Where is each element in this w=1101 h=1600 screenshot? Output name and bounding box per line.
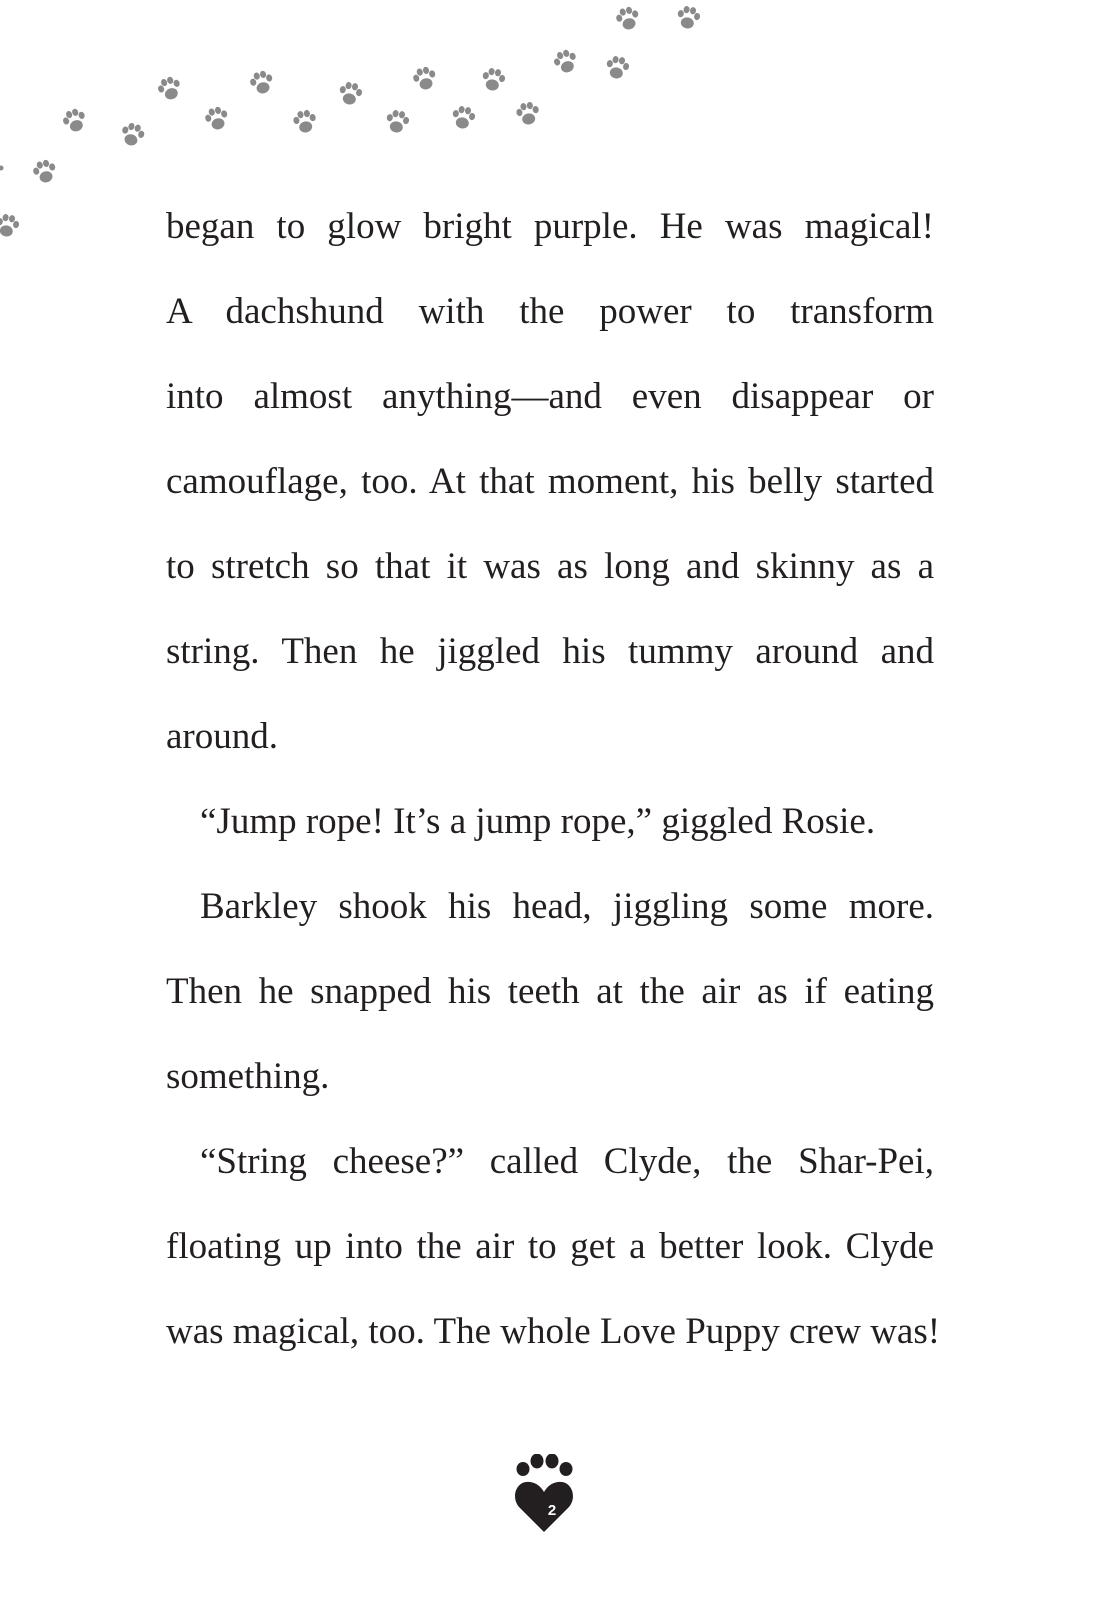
text-line: A dachshund with the power to transform (166, 291, 934, 332)
paw-print-icon (31, 158, 58, 185)
paw-print-icon (481, 67, 507, 93)
paw-print-icon (155, 74, 184, 102)
text-line: began to glow bright purple. He was magical! (166, 206, 934, 247)
paw-print-icon (515, 101, 541, 127)
text-line: string. Then he jiggled his tummy around and (166, 631, 934, 672)
paw-print-icon (203, 105, 230, 132)
page-number: 2 (547, 1502, 557, 1519)
text-line: Barkley shook his head, jiggling some more. (200, 886, 934, 927)
text-line: into almost anything—and even disappear or (166, 376, 934, 417)
paw-print-icon (605, 55, 631, 81)
paw-print-icon (338, 81, 364, 107)
paw-print-icon (0, 213, 21, 239)
dialogue-line: “Jump rope! It’s a jump rope,” giggled Rosie. (200, 801, 876, 842)
paw-print-icon (292, 109, 318, 135)
paw-print-icon (385, 109, 411, 135)
dialogue-line: “String cheese?” called Clyde, the Shar-Pei, (200, 1141, 934, 1182)
paw-print-icon (451, 105, 477, 131)
text-line: something. (166, 1056, 330, 1097)
paw-heart-icon (512, 1454, 592, 1532)
text-line: to stretch so that it was as long and skinny as a (166, 546, 934, 587)
paw-print-icon (248, 69, 275, 96)
paw-print-icon (614, 5, 641, 32)
text-line: camouflage, too. At that moment, his belly started (166, 461, 934, 502)
text-line: Then he snapped his teeth at the air as if eating (166, 971, 934, 1012)
paw-print-icon (411, 65, 438, 92)
paw-print-icon (119, 121, 146, 148)
book-page-text (166, 184, 941, 1374)
paw-print-icon (60, 106, 89, 134)
page-number-badge (512, 1454, 592, 1532)
text-line: floating up into the air to get a better look. Clyde (166, 1226, 934, 1267)
paw-print-icon (551, 47, 580, 75)
text-line: was magical, too. The whole Love Puppy crew was! (166, 1311, 941, 1352)
paw-print-icon (676, 5, 702, 31)
text-line: around. (166, 716, 278, 757)
